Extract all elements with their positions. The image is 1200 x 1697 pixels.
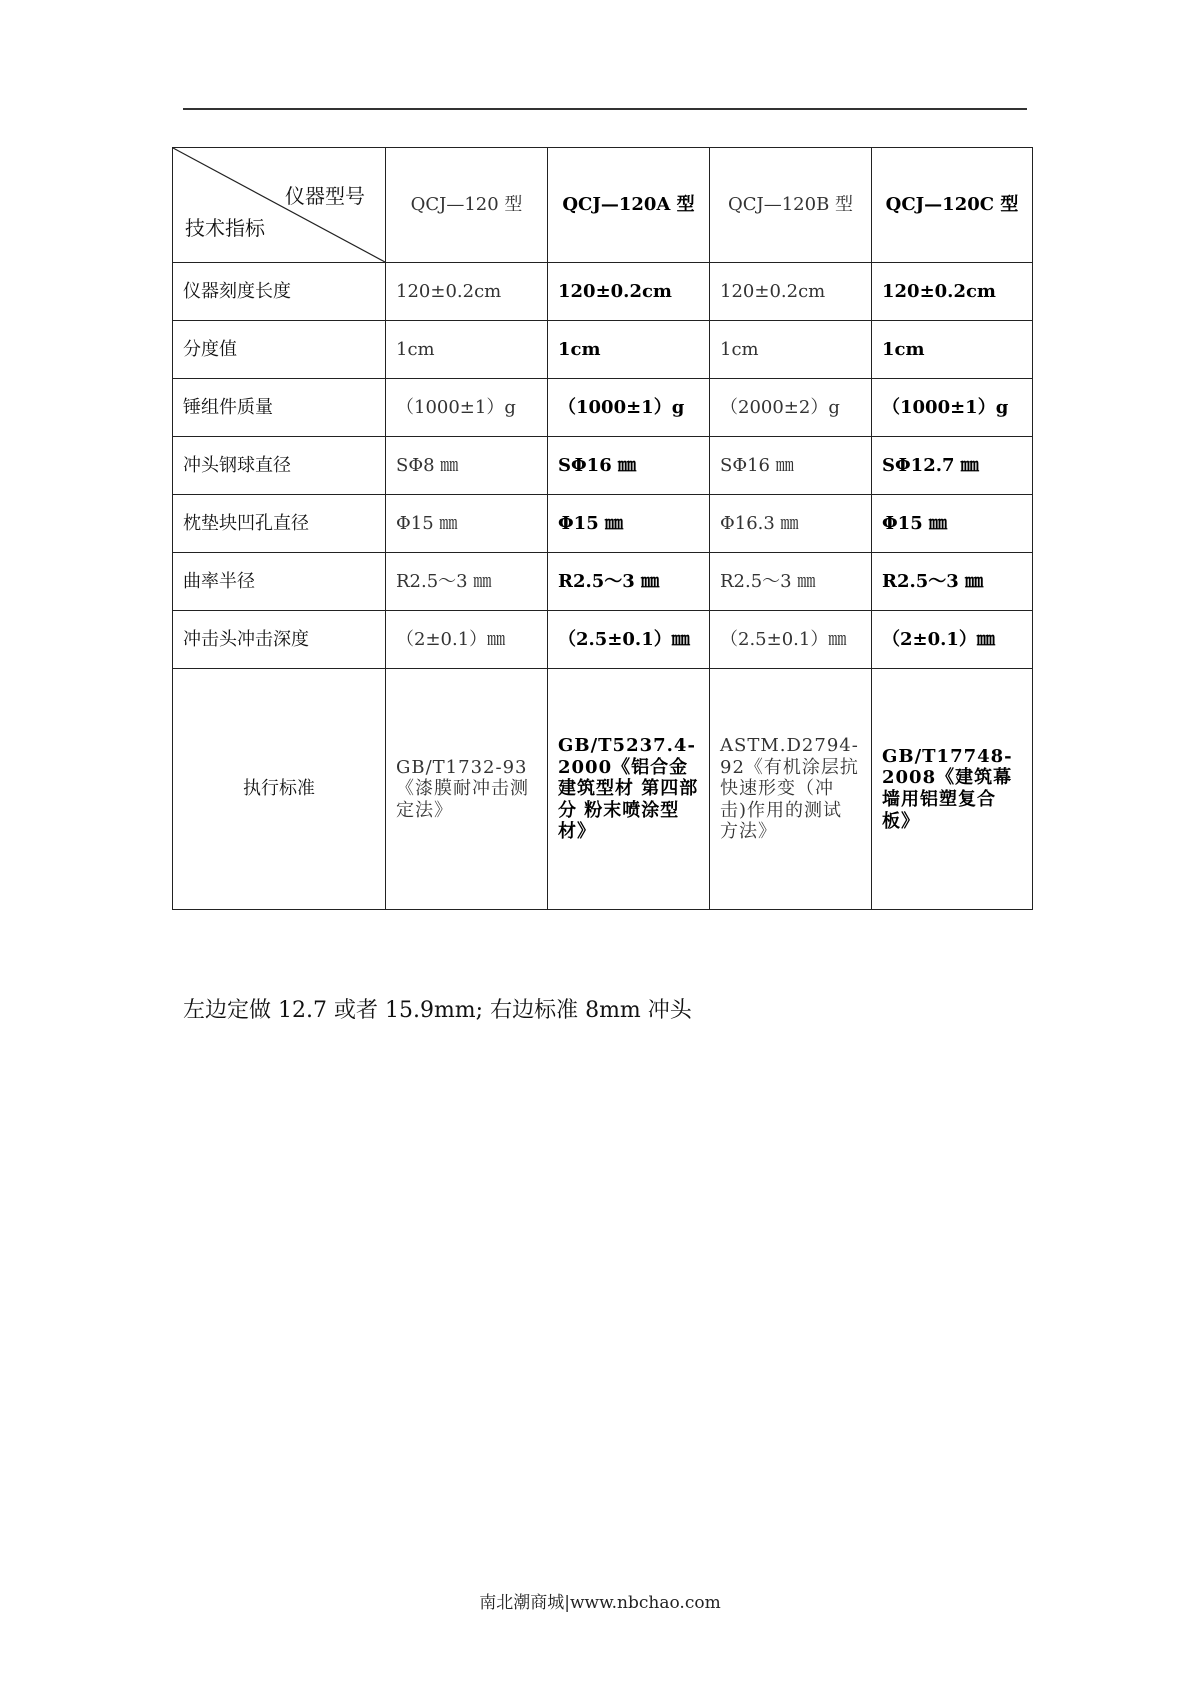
standard-cell: GB/T1732-93《漆膜耐冲击测定法》 bbox=[386, 669, 548, 910]
row-label: 冲头钢球直径 bbox=[173, 437, 386, 495]
table-cell: R2.5～3 ㎜ bbox=[710, 553, 872, 611]
row-label: 执行标准 bbox=[173, 669, 386, 910]
table-cell: Φ15 ㎜ bbox=[872, 495, 1033, 553]
spec-table bbox=[172, 147, 1033, 910]
table-cell: SΦ16 ㎜ bbox=[548, 437, 710, 495]
model-header: QCJ—120C 型 bbox=[872, 148, 1033, 263]
table-cell: Φ16.3 ㎜ bbox=[710, 495, 872, 553]
row-label: 冲击头冲击深度 bbox=[173, 611, 386, 669]
table-cell: 120±0.2cm bbox=[872, 263, 1033, 321]
standard-cell: GB/T17748-2008《建筑幕墙用铝塑复合板》 bbox=[872, 669, 1033, 910]
table-cell: 120±0.2cm bbox=[710, 263, 872, 321]
table-cell: 120±0.2cm bbox=[548, 263, 710, 321]
table-row bbox=[173, 611, 1033, 669]
table-cell: （2±0.1）㎜ bbox=[872, 611, 1033, 669]
table-row bbox=[173, 321, 1033, 379]
table-cell: SΦ12.7 ㎜ bbox=[872, 437, 1033, 495]
table-row bbox=[173, 495, 1033, 553]
standard-cell: ASTM.D2794-92《有机涂层抗快速形变（冲击)作用的测试方法》 bbox=[710, 669, 872, 910]
standard-cell: GB/T5237.4-2000《铝合金建筑型材 第四部分 粉末喷涂型材》 bbox=[548, 669, 710, 910]
table-cell: （2.5±0.1）㎜ bbox=[548, 611, 710, 669]
table-row bbox=[173, 379, 1033, 437]
row-label: 仪器刻度长度 bbox=[173, 263, 386, 321]
table-cell: （1000±1）g bbox=[548, 379, 710, 437]
table-cell: （1000±1）g bbox=[872, 379, 1033, 437]
row-label: 曲率半径 bbox=[173, 553, 386, 611]
table-cell: Φ15 ㎜ bbox=[548, 495, 710, 553]
corner-cell bbox=[173, 148, 386, 263]
table-cell: 1cm bbox=[872, 321, 1033, 379]
header-row bbox=[173, 148, 1033, 263]
table-cell: R2.5～3 ㎜ bbox=[872, 553, 1033, 611]
corner-label-model: 仪器型号 bbox=[285, 184, 365, 208]
table-cell: （2±0.1）㎜ bbox=[386, 611, 548, 669]
table-cell: （2.5±0.1）㎜ bbox=[710, 611, 872, 669]
standard-row bbox=[173, 669, 1033, 910]
table-cell: 1cm bbox=[548, 321, 710, 379]
model-header: QCJ—120B 型 bbox=[710, 148, 872, 263]
header-rule bbox=[183, 108, 1027, 110]
table-cell: 1cm bbox=[710, 321, 872, 379]
note-text: 左边定做 12.7 或者 15.9mm; 右边标准 8mm 冲头 bbox=[183, 998, 692, 1023]
table-row bbox=[173, 263, 1033, 321]
table-cell: R2.5～3 ㎜ bbox=[548, 553, 710, 611]
row-label: 锤组件质量 bbox=[173, 379, 386, 437]
table-cell: R2.5～3 ㎜ bbox=[386, 553, 548, 611]
table-row bbox=[173, 553, 1033, 611]
table-cell: 1cm bbox=[386, 321, 548, 379]
footer-text: 南北潮商城|www.nbchao.com bbox=[479, 1593, 721, 1613]
table-cell: SΦ8 ㎜ bbox=[386, 437, 548, 495]
table-row bbox=[173, 437, 1033, 495]
model-header: QCJ—120 型 bbox=[386, 148, 548, 263]
table-cell: Φ15 ㎜ bbox=[386, 495, 548, 553]
row-label: 分度值 bbox=[173, 321, 386, 379]
table-cell: （2000±2）g bbox=[710, 379, 872, 437]
table-cell: （1000±1）g bbox=[386, 379, 548, 437]
row-label: 枕垫块凹孔直径 bbox=[173, 495, 386, 553]
model-header: QCJ—120A 型 bbox=[548, 148, 710, 263]
corner-label-spec: 技术指标 bbox=[185, 216, 265, 240]
table-cell: SΦ16 ㎜ bbox=[710, 437, 872, 495]
table-cell: 120±0.2cm bbox=[386, 263, 548, 321]
